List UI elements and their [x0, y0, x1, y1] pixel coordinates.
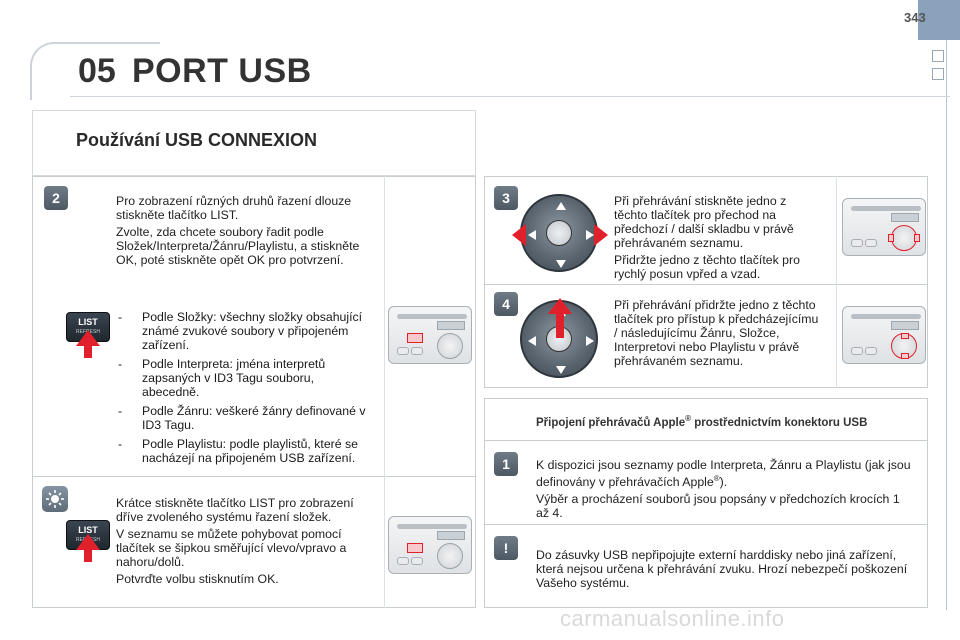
- step-4-text: [614, 298, 820, 371]
- left-illustration-divider: [384, 176, 385, 608]
- radio-button: [851, 239, 863, 247]
- list-item: [116, 437, 368, 465]
- cd-slot: [397, 314, 467, 319]
- tip-paragraph: Krátce stiskněte tlačítko LIST pro zobrazení dříve zvoleného systému řazení složek.: [116, 496, 354, 524]
- red-arrow-up-icon: [76, 330, 100, 346]
- list-item: [116, 310, 368, 352]
- radio-display: [891, 213, 919, 222]
- refresh-label: REFRESH: [76, 537, 100, 543]
- step-2-text: [116, 194, 364, 270]
- step-3-badge: 3: [494, 186, 518, 210]
- radio-knob: [437, 543, 463, 569]
- up-arrow-highlight: [901, 333, 909, 339]
- apple-paragraph: Výběr a procházení souborů jsou popsány v předchozích krocích 1 až 4.: [536, 492, 900, 521]
- tip-paragraph: Potvrďte volbu stisknutím OK.: [116, 572, 279, 586]
- list-button-label: LIST: [78, 317, 98, 327]
- apple-heading-main: Připojení přehrávačů Apple: [536, 416, 686, 429]
- bullet-dash: -: [118, 310, 123, 324]
- radio-display: [437, 321, 465, 330]
- bullet-dash: -: [118, 437, 123, 451]
- page-number: 343: [904, 10, 926, 25]
- apple-heading-rest: prostřednictvím konektoru USB: [691, 416, 868, 429]
- radio-display: [891, 321, 919, 330]
- radio-unit-illustration: [842, 306, 926, 364]
- list-button-highlight: [407, 333, 423, 343]
- radio-button: [411, 557, 423, 565]
- radio-display: [437, 531, 465, 540]
- apple-heading-divider: [484, 440, 928, 441]
- title-underline: [70, 96, 950, 97]
- step-4-paragraph: Při přehrávání přidržte jedno z těchto tlačítek pro přístup k předcházejícímu / následujícímu Žánru, Složce, Interpretovi nebo Playlistu v právě přehrávaném seznamu.: [614, 298, 819, 368]
- chapter-number: 05: [78, 52, 116, 90]
- left-divider: [32, 476, 476, 477]
- step-4-badge: 4: [494, 292, 518, 316]
- red-arrow-stem: [84, 550, 92, 562]
- checkbox-square-icon: [932, 50, 944, 62]
- watermark: carmanualsonline.info: [560, 606, 785, 631]
- radio-unit-illustration: [388, 306, 472, 364]
- chapter-title: PORT USB: [132, 52, 312, 90]
- registered-mark: ®: [685, 414, 692, 423]
- apple-p1-end: ).: [719, 475, 728, 490]
- list-button-label: LIST: [78, 525, 98, 535]
- margin-line: [946, 40, 947, 610]
- step-2-paragraph: Pro zobrazení různých druhů řazení dlouze stiskněte tlačítko LIST.: [116, 194, 352, 222]
- refresh-label: REFRESH: [76, 329, 100, 335]
- tip-paragraph: V seznamu se můžete pohybovat pomocí tlačítek se šipkou směřující vlevo/vpravo a nahoru/dolů.: [116, 527, 347, 569]
- apple-text: [536, 458, 916, 523]
- apple-connection-heading: [536, 414, 916, 429]
- radio-button: [397, 557, 409, 565]
- down-arrow-highlight: [901, 353, 909, 359]
- radio-knob: [437, 333, 463, 359]
- list-item-text: Podle Složky: všechny složky obsahující známé zvukové soubory v připojeném zařízení.: [142, 310, 363, 352]
- list-item: [116, 357, 368, 399]
- red-arrow-stem: [84, 346, 92, 358]
- cd-slot: [397, 524, 467, 529]
- step-3-paragraph: Přidržte jedno z těchto tlačítek pro rychlý posun vpřed a vzad.: [614, 253, 800, 281]
- checkbox-square-icon: [932, 68, 944, 80]
- cd-slot: [851, 314, 921, 319]
- bullet-dash: -: [118, 357, 123, 371]
- list-item-text: Podle Interpreta: jména interpretů zapsaných v ID3 Tagu souboru, abecedně.: [142, 357, 326, 399]
- tip-text: [116, 496, 372, 589]
- apple-p1-main: K dispozici jsou seznamy podle Interpreta, Žánru a Playlistu (jak jsou definovány v přehrávačích Apple: [536, 458, 911, 490]
- radio-button: [851, 347, 863, 355]
- step-3-paragraph: Při přehrávání stiskněte jedno z těchto tlačítek pro přechod na předchozí / další skladbu v právě přehrávaném seznamu.: [614, 194, 794, 250]
- tip-lightbulb-icon: [42, 486, 68, 512]
- right-top-divider: [484, 284, 928, 285]
- radio-button: [865, 347, 877, 355]
- list-item: [116, 404, 368, 432]
- step-2-paragraph: Zvolte, zda chcete soubory řadit podle Složek/Interpreta/Žánru/Playlistu, a stiskněte OK, poté stiskněte opět OK pro potvrzení.: [116, 225, 360, 267]
- warning-text: Do zásuvky USB nepřipojujte externí harddisky nebo jiná zařízení, která nejsou určena k přehrávání zvuku. Hrozí nebezpečí poškození Vašeho systému.: [536, 548, 908, 590]
- section-title: Používání USB CONNEXION: [76, 130, 318, 150]
- step-3-text: [614, 194, 820, 284]
- radio-unit-illustration: [842, 198, 926, 256]
- right-illustration-divider: [836, 176, 837, 388]
- cd-slot: [851, 206, 921, 211]
- sort-options-list: [116, 310, 368, 470]
- list-item-text: Podle Playlistu: podle playlistů, které se nacházejí na připojeném USB zařízení.: [142, 437, 358, 465]
- apple-paragraph: [536, 458, 916, 489]
- red-up-arrow-icon: [546, 296, 574, 340]
- right-arrow-highlight: [914, 234, 920, 242]
- registered-mark: ®: [713, 474, 720, 483]
- radio-unit-illustration: [388, 516, 472, 574]
- left-arrow-highlight: [888, 234, 894, 242]
- warning-divider: [484, 524, 928, 525]
- bullet-dash: -: [118, 404, 123, 418]
- list-button-highlight: [407, 543, 423, 553]
- warning-exclamation-icon: !: [494, 536, 518, 560]
- radio-button: [397, 347, 409, 355]
- list-item-text: Podle Žánru: veškeré žánry definované v ID3 Tagu.: [142, 404, 366, 432]
- step-2-badge: 2: [44, 186, 68, 210]
- red-arrow-up-icon: [76, 534, 100, 550]
- radio-button: [411, 347, 423, 355]
- step-1-badge: 1: [494, 452, 518, 476]
- red-left-right-arrows-icon: [510, 220, 610, 250]
- radio-button: [865, 239, 877, 247]
